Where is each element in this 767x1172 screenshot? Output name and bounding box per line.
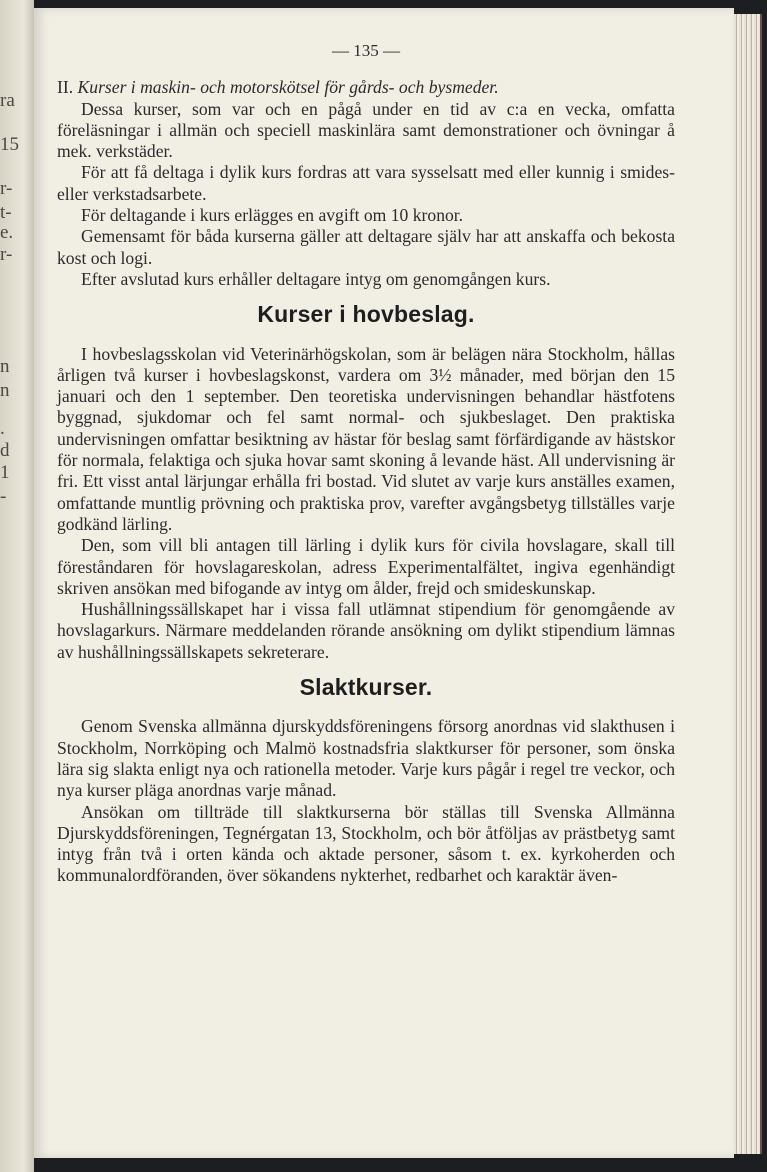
paragraph: Genom Svenska allmänna djurskyddsföreningens försorg anordnas vid slakthusen i Stockholm, Norrköping och Malmö kostnadsfria slaktkurser för personer, som önska lära sig slakta enligt nya och rationella metoder. Varje kurs pågår i regel tre veckor, och nya kurser pläga anordnas varje månad.	[57, 716, 675, 801]
margin-fragment: r-	[0, 244, 13, 265]
margin-fragment: ra	[0, 90, 15, 111]
paragraph: För att få deltaga i dylik kurs fordras att vara sysselsatt med eller kunnig i smides- eller verkstadsarbete.	[57, 162, 675, 204]
heading-slaktkurser: Slaktkurser.	[299, 674, 433, 701]
paragraph: För deltagande i kurs erlägges en avgift om 10 kronor.	[81, 205, 464, 226]
paragraph: Den, som vill bli antagen till lärling i dylik kurs för civila hovslagare, skall till föreståndaren för hovslagareskolan, adress Experimentalfältet, ingiva egenhändigt skriven ansökan med bifogande av intyg om ålder, frejd och smideskunskap.	[57, 535, 675, 598]
page-number: — 135 —	[332, 41, 400, 60]
margin-fragment: -	[0, 486, 7, 507]
paragraph: Ansökan om tillträde till slaktkurserna bör ställas till Svenska Allmänna Djurskyddsföreningen, Tegnérgatan 13, Stockholm, och bör åtföljas av prästbetyg samt intyg från två i orten kända och aktade personer, såsom t. ex. kyrkoherden och kommunalordföranden, över sökandens nykterhet, redbarhet och karaktär även-	[57, 801, 675, 886]
paragraph: Dessa kurser, som var och en pågå under en tid av c:a en vecka, omfatta föreläsningar i allmän och speciell maskinlära samt demonstrationer och övningar å mek. verkstäder.	[57, 98, 675, 162]
page-edges	[734, 14, 762, 1154]
roman-numeral: II.	[57, 77, 74, 98]
section-title-italic: Kurser i maskin- och motorskötsel för gårds- och bysmeder.	[77, 77, 499, 98]
section-title	[57, 77, 675, 98]
margin-fragment: r-	[0, 178, 13, 199]
margin-fragment: n	[0, 356, 10, 377]
margin-fragment: e.	[0, 222, 14, 243]
margin-fragment: 15	[0, 134, 19, 155]
margin-fragment: 1	[0, 462, 10, 483]
heading-hovbeslag: Kurser i hovbeslag.	[257, 301, 475, 328]
facing-page-edge	[0, 0, 34, 1172]
page-content	[57, 40, 675, 887]
paragraph: Hushållningssällskapet har i vissa fall utlämnat stipendium för genomgående av hovslagarkurs. Närmare meddelanden rörande ansökning om dylikt stipendium lämnas av hushållningssällskapets sekreterare.	[57, 599, 675, 662]
margin-fragment: .	[0, 418, 5, 439]
paragraph: Efter avslutad kurs erhåller deltagare intyg om genomgången kurs.	[81, 268, 551, 289]
paragraph: I hovbeslagsskolan vid Veterinärhögskolan, som är belägen nära Stockholm, hållas årligen två kurser i hovbeslagskonst, vardera om 3½ månader, med början den 15 januari och den 1 september. Den teoretiska undervisningen behandlar hästfotens byggnad, sjukdomar och fel samt normal- och sjukbeslaget. Den praktiska undervisningen omfattar besiktning av hästar för beslag samt förfärdigande av hästskor för normala, felaktiga och sjuka hovar samt skoning å levande häst. All undervisning är fri. Ett visst antal lärjungar erhålla fri bostad. Vid slutet av varje kurs anställes examen, omfattande muntlig prövning och praktiska prov, varefter avgångsbetyg tillställes varje godkänd lärling.	[57, 343, 675, 534]
margin-fragment: t-	[0, 202, 12, 223]
margin-fragment: n	[0, 380, 10, 401]
margin-fragment: d	[0, 440, 10, 461]
paragraph: Gemensamt för båda kurserna gäller att deltagare själv har att anskaffa och bekosta kost och logi.	[57, 226, 675, 268]
